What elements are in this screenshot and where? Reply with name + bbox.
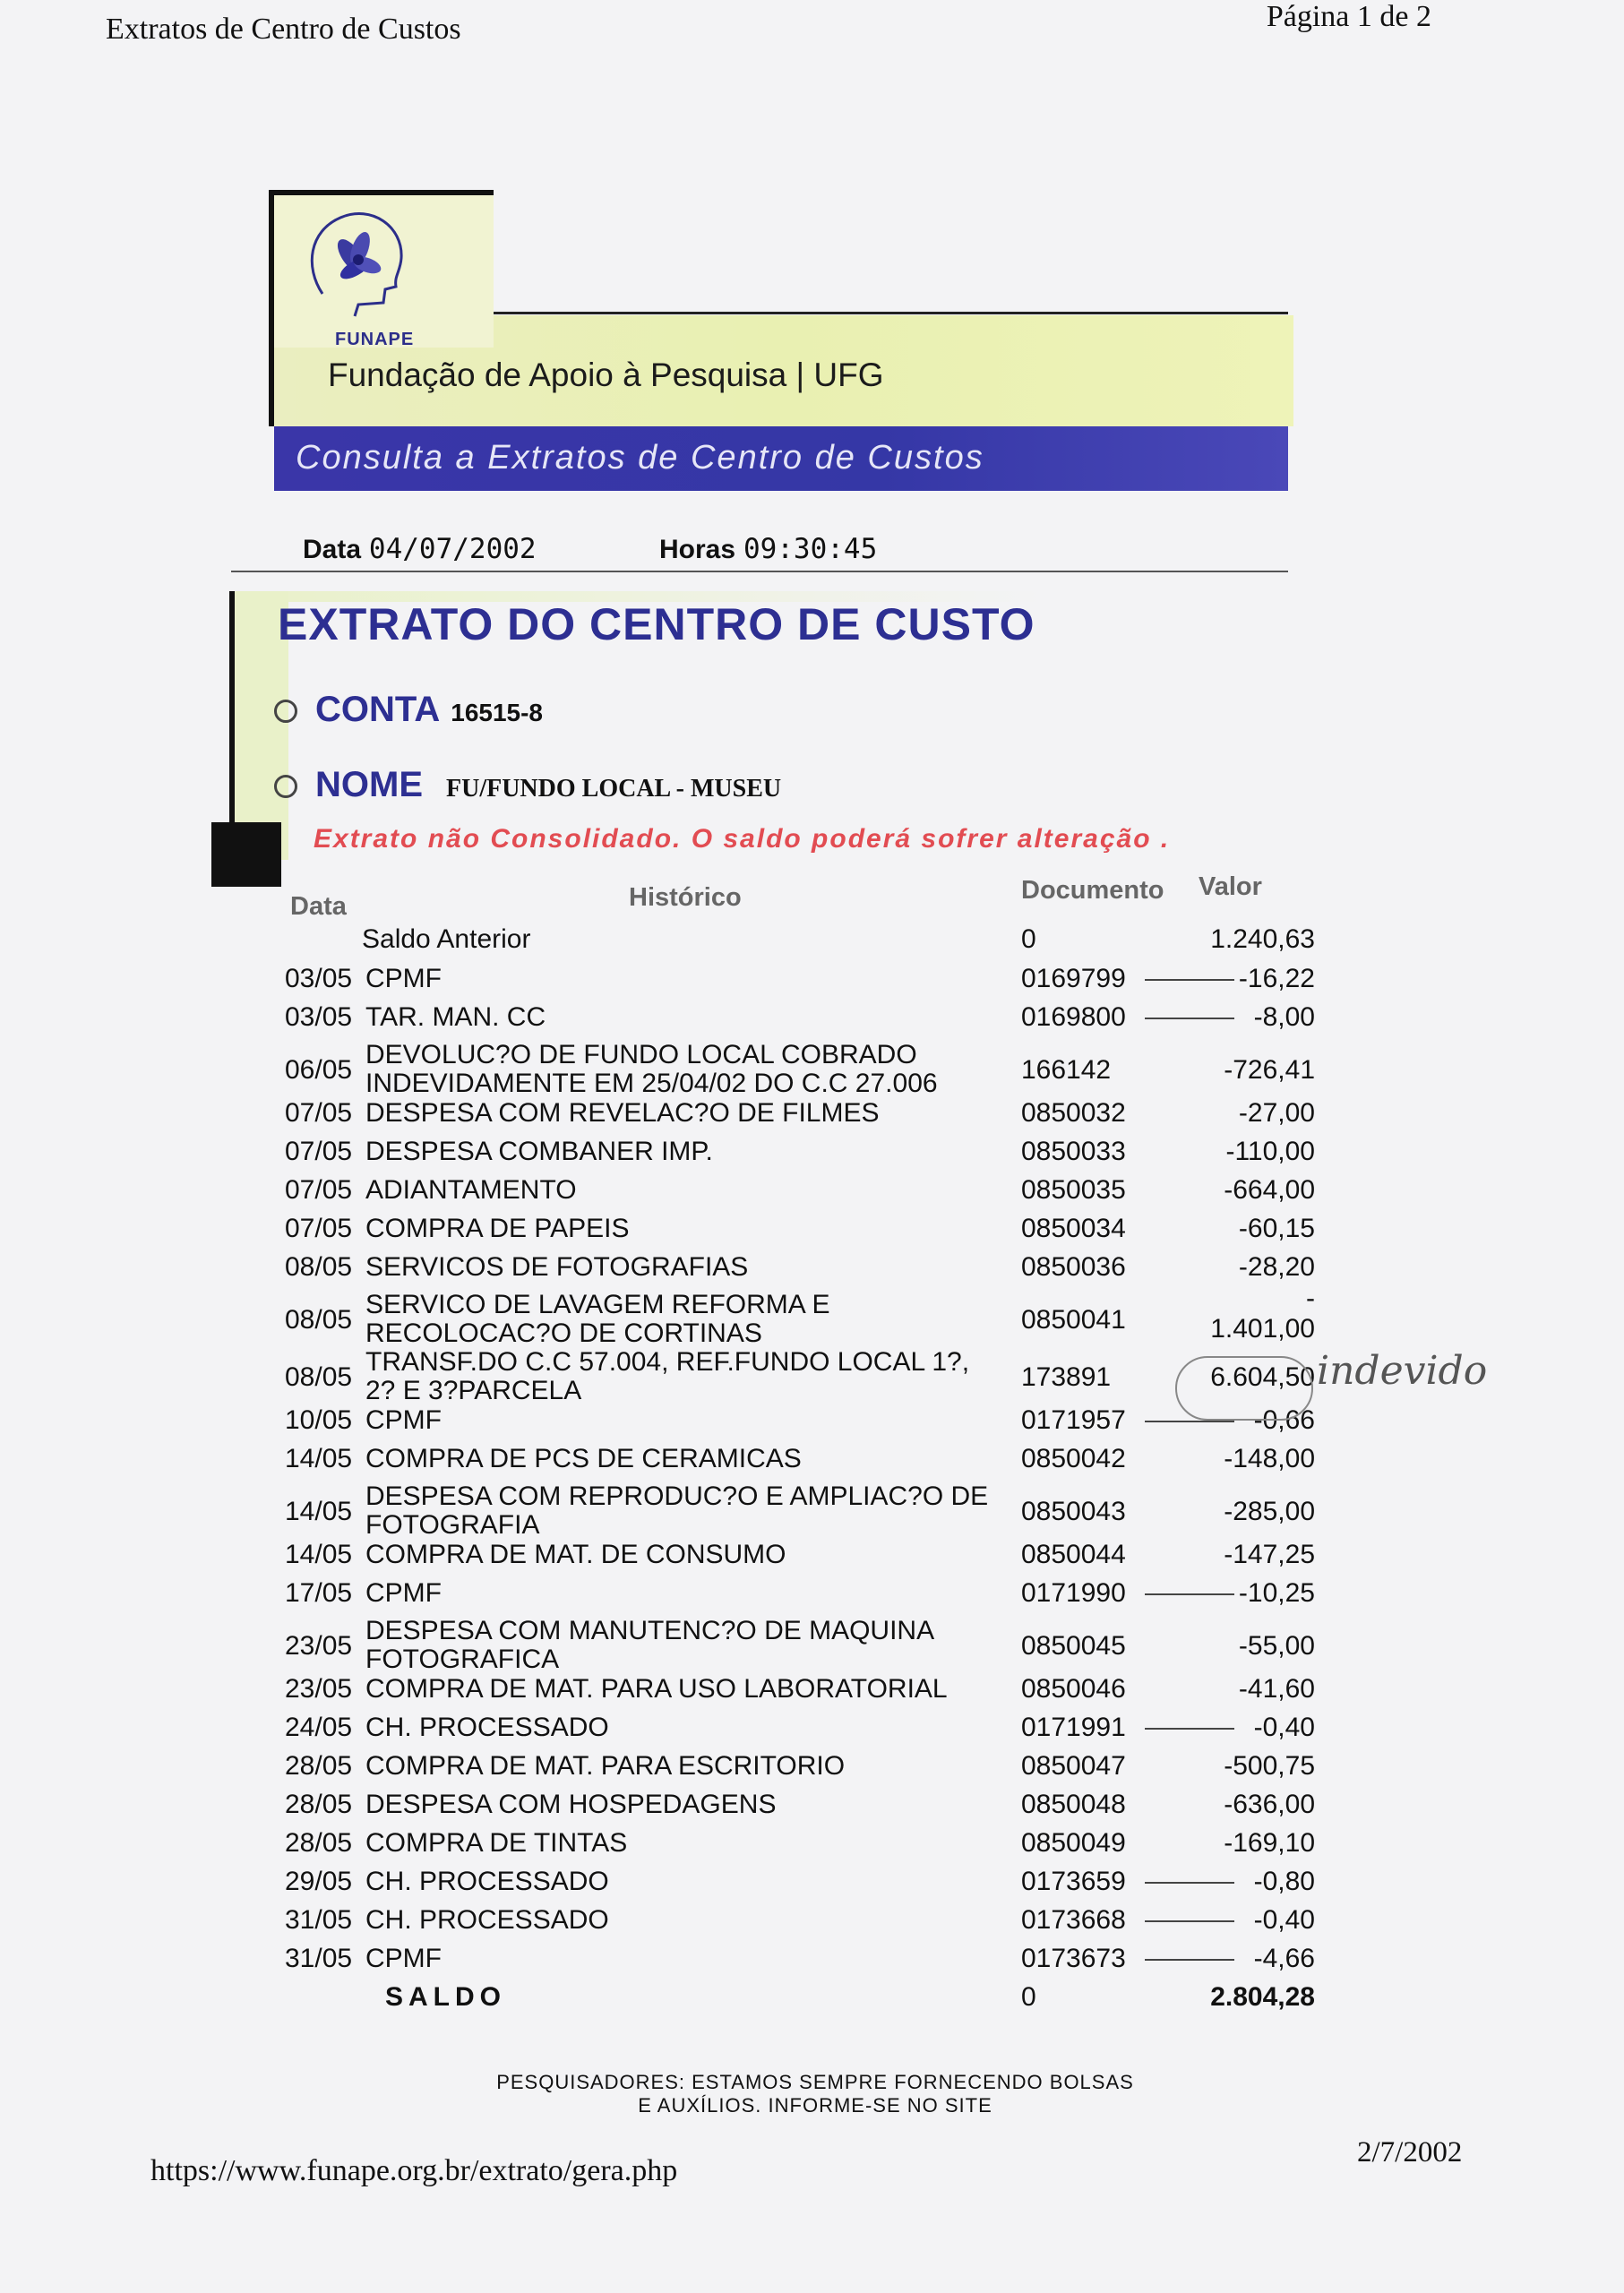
row-date: 28/05 <box>285 1790 353 1819</box>
row-valor-line: -726,41 <box>1224 1055 1315 1085</box>
row-historico <box>365 1944 442 1974</box>
row-historico-line: SERVICOS DE FOTOGRAFIAS <box>365 1252 749 1282</box>
row-historico <box>365 1137 713 1167</box>
row-historico-line: DESPESA COM HOSPEDAGENS <box>365 1790 777 1819</box>
row-valor <box>1224 1055 1315 1086</box>
row-valor <box>1224 1175 1315 1206</box>
row-valor-line: -147,25 <box>1224 1540 1315 1569</box>
row-historico <box>365 1540 786 1570</box>
row-historico-line: COMPRA DE MAT. DE CONSUMO <box>365 1540 786 1569</box>
row-date: 10/05 <box>285 1405 353 1435</box>
row-date: 28/05 <box>285 1751 353 1781</box>
row-historico-line: CH. PROCESSADO <box>365 1867 609 1896</box>
row-documento: 0850047 <box>1021 1751 1126 1781</box>
row-documento: 0169800 <box>1021 1002 1126 1032</box>
row-valor <box>1254 1867 1315 1897</box>
row-valor-line: -500,75 <box>1224 1751 1315 1781</box>
row-historico <box>365 1578 442 1609</box>
row-historico <box>365 1041 938 1098</box>
corner-block <box>211 822 281 887</box>
nome-value: FU/FUNDO LOCAL - MUSEU <box>446 775 782 803</box>
row-historico-line: DESPESA COM REPRODUC?O E AMPLIAC?O DE <box>365 1481 989 1511</box>
footer-date: 2/7/2002 <box>1357 2136 1463 2168</box>
bullet-icon <box>274 700 297 723</box>
row-historico-line: DESPESA COM REVELAC?O DE FILMES <box>365 1098 880 1128</box>
row-documento: 173891 <box>1021 1362 1112 1392</box>
row-historico <box>365 1790 776 1820</box>
row-valor-line: -110,00 <box>1225 1137 1315 1166</box>
row-valor <box>1254 1944 1315 1974</box>
row-date: 07/05 <box>285 1137 353 1166</box>
row-date: 07/05 <box>285 1175 353 1205</box>
row-documento: 0850032 <box>1021 1098 1126 1128</box>
notice-line: PESQUISADORES: ESTAMOS SEMPRE FORNECENDO BOLSAS <box>496 2071 1134 2093</box>
row-documento: 0850049 <box>1021 1828 1126 1858</box>
header-banner <box>269 190 1288 491</box>
row-documento: 0850045 <box>1021 1631 1126 1661</box>
row-documento: 0850048 <box>1021 1790 1126 1819</box>
handwritten-tick <box>1145 1018 1234 1019</box>
row-historico-line: CH. PROCESSADO <box>365 1905 609 1935</box>
row-historico-line: CPMF <box>365 1944 442 1973</box>
row-date: 28/05 <box>285 1828 353 1858</box>
section-title: EXTRATO DO CENTRO DE CUSTO <box>278 599 1035 649</box>
notice <box>493 2071 1138 2117</box>
blue-band <box>274 426 1288 491</box>
row-valor-line: -8,00 <box>1253 1002 1315 1032</box>
row-documento: 0850033 <box>1021 1137 1126 1166</box>
funape-logo <box>269 190 494 348</box>
row-valor-line: - <box>1306 1284 1315 1313</box>
notice-line: E AUXÍLIOS. INFORME-SE NO SITE <box>638 2094 992 2117</box>
row-valor-line: -0,40 <box>1253 1905 1315 1935</box>
row-documento: 0173659 <box>1021 1867 1126 1896</box>
row-valor <box>1239 1674 1315 1705</box>
row-date: 23/05 <box>285 1631 353 1661</box>
row-historico-line: FOTOGRAFIA <box>365 1510 540 1540</box>
horas-value: 09:30:45 <box>743 533 878 565</box>
row-valor <box>1224 1497 1315 1527</box>
row-historico-line: CPMF <box>365 964 442 993</box>
row-valor <box>1225 1137 1315 1167</box>
row-documento: 0850046 <box>1021 1674 1126 1704</box>
row-date: 23/05 <box>285 1674 353 1704</box>
banner-subtitle: Consulta a Extratos de Centro de Custos <box>296 439 984 477</box>
handwritten-tick <box>1145 979 1234 981</box>
row-historico <box>365 1617 934 1674</box>
row-historico-line: COMPRA DE MAT. PARA USO LABORATORIAL <box>365 1674 948 1704</box>
row-date: 14/05 <box>285 1540 353 1569</box>
row-valor-line: -664,00 <box>1224 1175 1315 1205</box>
row-historico-line: INDEVIDAMENTE EM 25/04/02 DO C.C 27.006 <box>365 1069 938 1098</box>
row-valor-line: -0,80 <box>1253 1867 1315 1896</box>
data-label: Data <box>303 535 362 564</box>
row-historico-line: TAR. MAN. CC <box>365 1002 546 1032</box>
row-historico-line: TRANSF.DO C.C 57.004, REF.FUNDO LOCAL 1?, <box>365 1347 970 1377</box>
row-date: 03/05 <box>285 964 353 993</box>
row-date: 31/05 <box>285 1944 353 1973</box>
row-valor <box>1224 1540 1315 1570</box>
saldo-anterior-valor: 1.240,63 <box>1210 924 1315 954</box>
row-documento: 0173668 <box>1021 1905 1126 1935</box>
row-documento: 0171991 <box>1021 1713 1126 1742</box>
row-documento: 0850041 <box>1021 1305 1126 1335</box>
handwritten-tick <box>1145 1959 1234 1961</box>
row-historico-line: COMPRA DE TINTAS <box>365 1828 628 1858</box>
row-historico <box>365 1098 880 1129</box>
row-valor-line: -28,20 <box>1238 1252 1315 1282</box>
row-date: 17/05 <box>285 1578 353 1608</box>
row-valor <box>1239 1098 1315 1129</box>
row-documento: 0850034 <box>1021 1214 1126 1243</box>
conta-label: CONTA <box>315 690 441 729</box>
row-historico <box>365 1252 748 1283</box>
row-valor-line: -148,00 <box>1224 1444 1315 1473</box>
row-documento: 166142 <box>1021 1055 1112 1085</box>
row-date: 08/05 <box>285 1252 353 1282</box>
row-valor-line: -0,40 <box>1253 1713 1315 1742</box>
row-valor-line: 6.604,50 <box>1210 1362 1315 1392</box>
row-historico-line: ADIANTAMENTO <box>365 1175 577 1205</box>
row-valor <box>1239 1578 1315 1609</box>
row-valor <box>1224 1790 1315 1820</box>
row-historico-line: COMPRA DE PCS DE CERAMICAS <box>365 1444 802 1473</box>
handwritten-tick <box>1145 1882 1234 1884</box>
header-data: Data <box>290 892 347 921</box>
row-documento: 0850043 <box>1021 1497 1126 1526</box>
row-historico <box>365 1828 627 1859</box>
row-historico-line: DEVOLUC?O DE FUNDO LOCAL COBRADO <box>365 1040 917 1069</box>
row-documento: 0169799 <box>1021 964 1126 993</box>
row-documento: 0850042 <box>1021 1444 1126 1473</box>
row-date: 06/05 <box>285 1055 353 1085</box>
header-valor: Valor <box>1199 872 1262 901</box>
foundation-name: Fundação de Apoio à Pesquisa | UFG <box>328 356 884 393</box>
row-valor <box>1239 1631 1315 1662</box>
row-valor-line: -4,66 <box>1253 1944 1315 1973</box>
footer-url: https://www.funape.org.br/extrato/gera.php <box>150 2154 678 2187</box>
row-valor <box>1254 1713 1315 1743</box>
row-valor <box>1239 1252 1315 1283</box>
handwritten-tick <box>1145 1920 1234 1922</box>
logo-text: FUNAPE <box>335 330 415 349</box>
row-date: 31/05 <box>285 1905 353 1935</box>
saldo-valor: 2.804,28 <box>1210 1982 1315 2012</box>
row-valor <box>1210 1284 1315 1344</box>
divider <box>231 571 1288 572</box>
row-historico <box>365 1291 829 1348</box>
header-documento: Documento <box>1021 876 1164 905</box>
row-valor-line: -60,15 <box>1238 1214 1315 1243</box>
report-datetime <box>303 532 878 565</box>
handwritten-circle <box>1175 1356 1313 1421</box>
conta-value: 16515-8 <box>451 699 544 726</box>
handwritten-tick <box>1145 1593 1234 1595</box>
row-date: 07/05 <box>285 1098 353 1128</box>
row-valor-line: -55,00 <box>1238 1631 1315 1661</box>
row-historico <box>365 1713 609 1743</box>
row-valor <box>1224 1828 1315 1859</box>
handwritten-tick <box>1145 1421 1234 1422</box>
row-date: 14/05 <box>285 1444 353 1473</box>
row-historico <box>365 1674 948 1705</box>
saldo-documento: 0 <box>1021 1982 1036 2012</box>
row-historico <box>365 1348 969 1405</box>
header-historico: Histórico <box>629 883 742 912</box>
row-historico-line: CPMF <box>365 1405 442 1435</box>
row-historico-line: CH. PROCESSADO <box>365 1713 609 1742</box>
conta-field <box>274 690 543 730</box>
page-number: Página 1 de 2 <box>1266 0 1431 33</box>
banner-divider <box>488 312 1288 314</box>
row-historico-line: 2? E 3?PARCELA <box>365 1376 582 1405</box>
row-historico <box>365 964 442 994</box>
row-valor-line: -16,22 <box>1238 964 1315 993</box>
nome-field <box>274 765 781 805</box>
horas-label: Horas <box>659 535 736 564</box>
handwritten-tick <box>1145 1728 1234 1730</box>
row-valor-line: -41,60 <box>1238 1674 1315 1704</box>
row-documento: 0850036 <box>1021 1252 1126 1282</box>
row-historico-line: COMPRA DE MAT. PARA ESCRITORIO <box>365 1751 846 1781</box>
data-value: 04/07/2002 <box>368 533 537 565</box>
row-valor-line: -285,00 <box>1224 1497 1315 1526</box>
row-valor <box>1224 1444 1315 1474</box>
row-valor-line: -636,00 <box>1224 1790 1315 1819</box>
row-historico <box>365 1175 577 1206</box>
row-historico-line: RECOLOCAC?O DE CORTINAS <box>365 1318 762 1348</box>
row-valor-line: -10,25 <box>1238 1578 1315 1608</box>
row-documento: 0850035 <box>1021 1175 1126 1205</box>
saldo-anterior-documento: 0 <box>1021 924 1036 954</box>
saldo-label: SALDO <box>385 1982 506 2012</box>
row-valor <box>1254 1002 1315 1033</box>
row-documento: 0171957 <box>1021 1405 1126 1435</box>
row-historico <box>365 1214 630 1244</box>
row-historico-line: DESPESA COM MANUTENC?O DE MAQUINA <box>365 1616 935 1645</box>
row-historico <box>365 1867 609 1897</box>
row-historico <box>365 1905 609 1936</box>
logo-head-icon <box>296 204 421 321</box>
row-historico <box>365 1405 442 1436</box>
saldo-anterior-label: Saldo Anterior <box>362 924 531 954</box>
row-date: 08/05 <box>285 1305 353 1335</box>
row-documento: 0171990 <box>1021 1578 1126 1608</box>
row-valor-line: -169,10 <box>1224 1828 1315 1858</box>
row-valor <box>1239 1214 1315 1244</box>
row-historico <box>365 1482 988 1540</box>
row-valor-line: 1.401,00 <box>1210 1314 1315 1344</box>
row-historico-line: DESPESA COMBANER IMP. <box>365 1137 713 1166</box>
row-date: 14/05 <box>285 1497 353 1526</box>
row-historico <box>365 1002 546 1033</box>
row-date: 07/05 <box>285 1214 353 1243</box>
row-valor <box>1254 1905 1315 1936</box>
row-date: 08/05 <box>285 1362 353 1392</box>
row-historico-line: SERVICO DE LAVAGEM REFORMA E <box>365 1290 830 1319</box>
row-documento: 0850044 <box>1021 1540 1126 1569</box>
bullet-icon <box>274 775 297 798</box>
row-date: 29/05 <box>285 1867 353 1896</box>
row-date: 03/05 <box>285 1002 353 1032</box>
row-historico-line: FOTOGRAFICA <box>365 1645 560 1674</box>
page-header-title: Extratos de Centro de Custos <box>106 13 461 46</box>
row-historico-line: COMPRA DE PAPEIS <box>365 1214 630 1243</box>
row-valor-line: -27,00 <box>1238 1098 1315 1128</box>
row-valor <box>1239 964 1315 994</box>
row-date: 24/05 <box>285 1713 353 1742</box>
warning-message: Extrato não Consolidado. O saldo poderá sofrer alteração . <box>314 824 1171 854</box>
handwritten-note: indevido <box>1317 1348 1488 1394</box>
row-valor <box>1224 1751 1315 1782</box>
row-valor-line: -0,66 <box>1253 1405 1315 1435</box>
row-historico-line: CPMF <box>365 1578 442 1608</box>
nome-label: NOME <box>315 765 423 804</box>
row-historico <box>365 1444 802 1474</box>
row-documento: 0173673 <box>1021 1944 1126 1973</box>
row-historico <box>365 1751 845 1782</box>
